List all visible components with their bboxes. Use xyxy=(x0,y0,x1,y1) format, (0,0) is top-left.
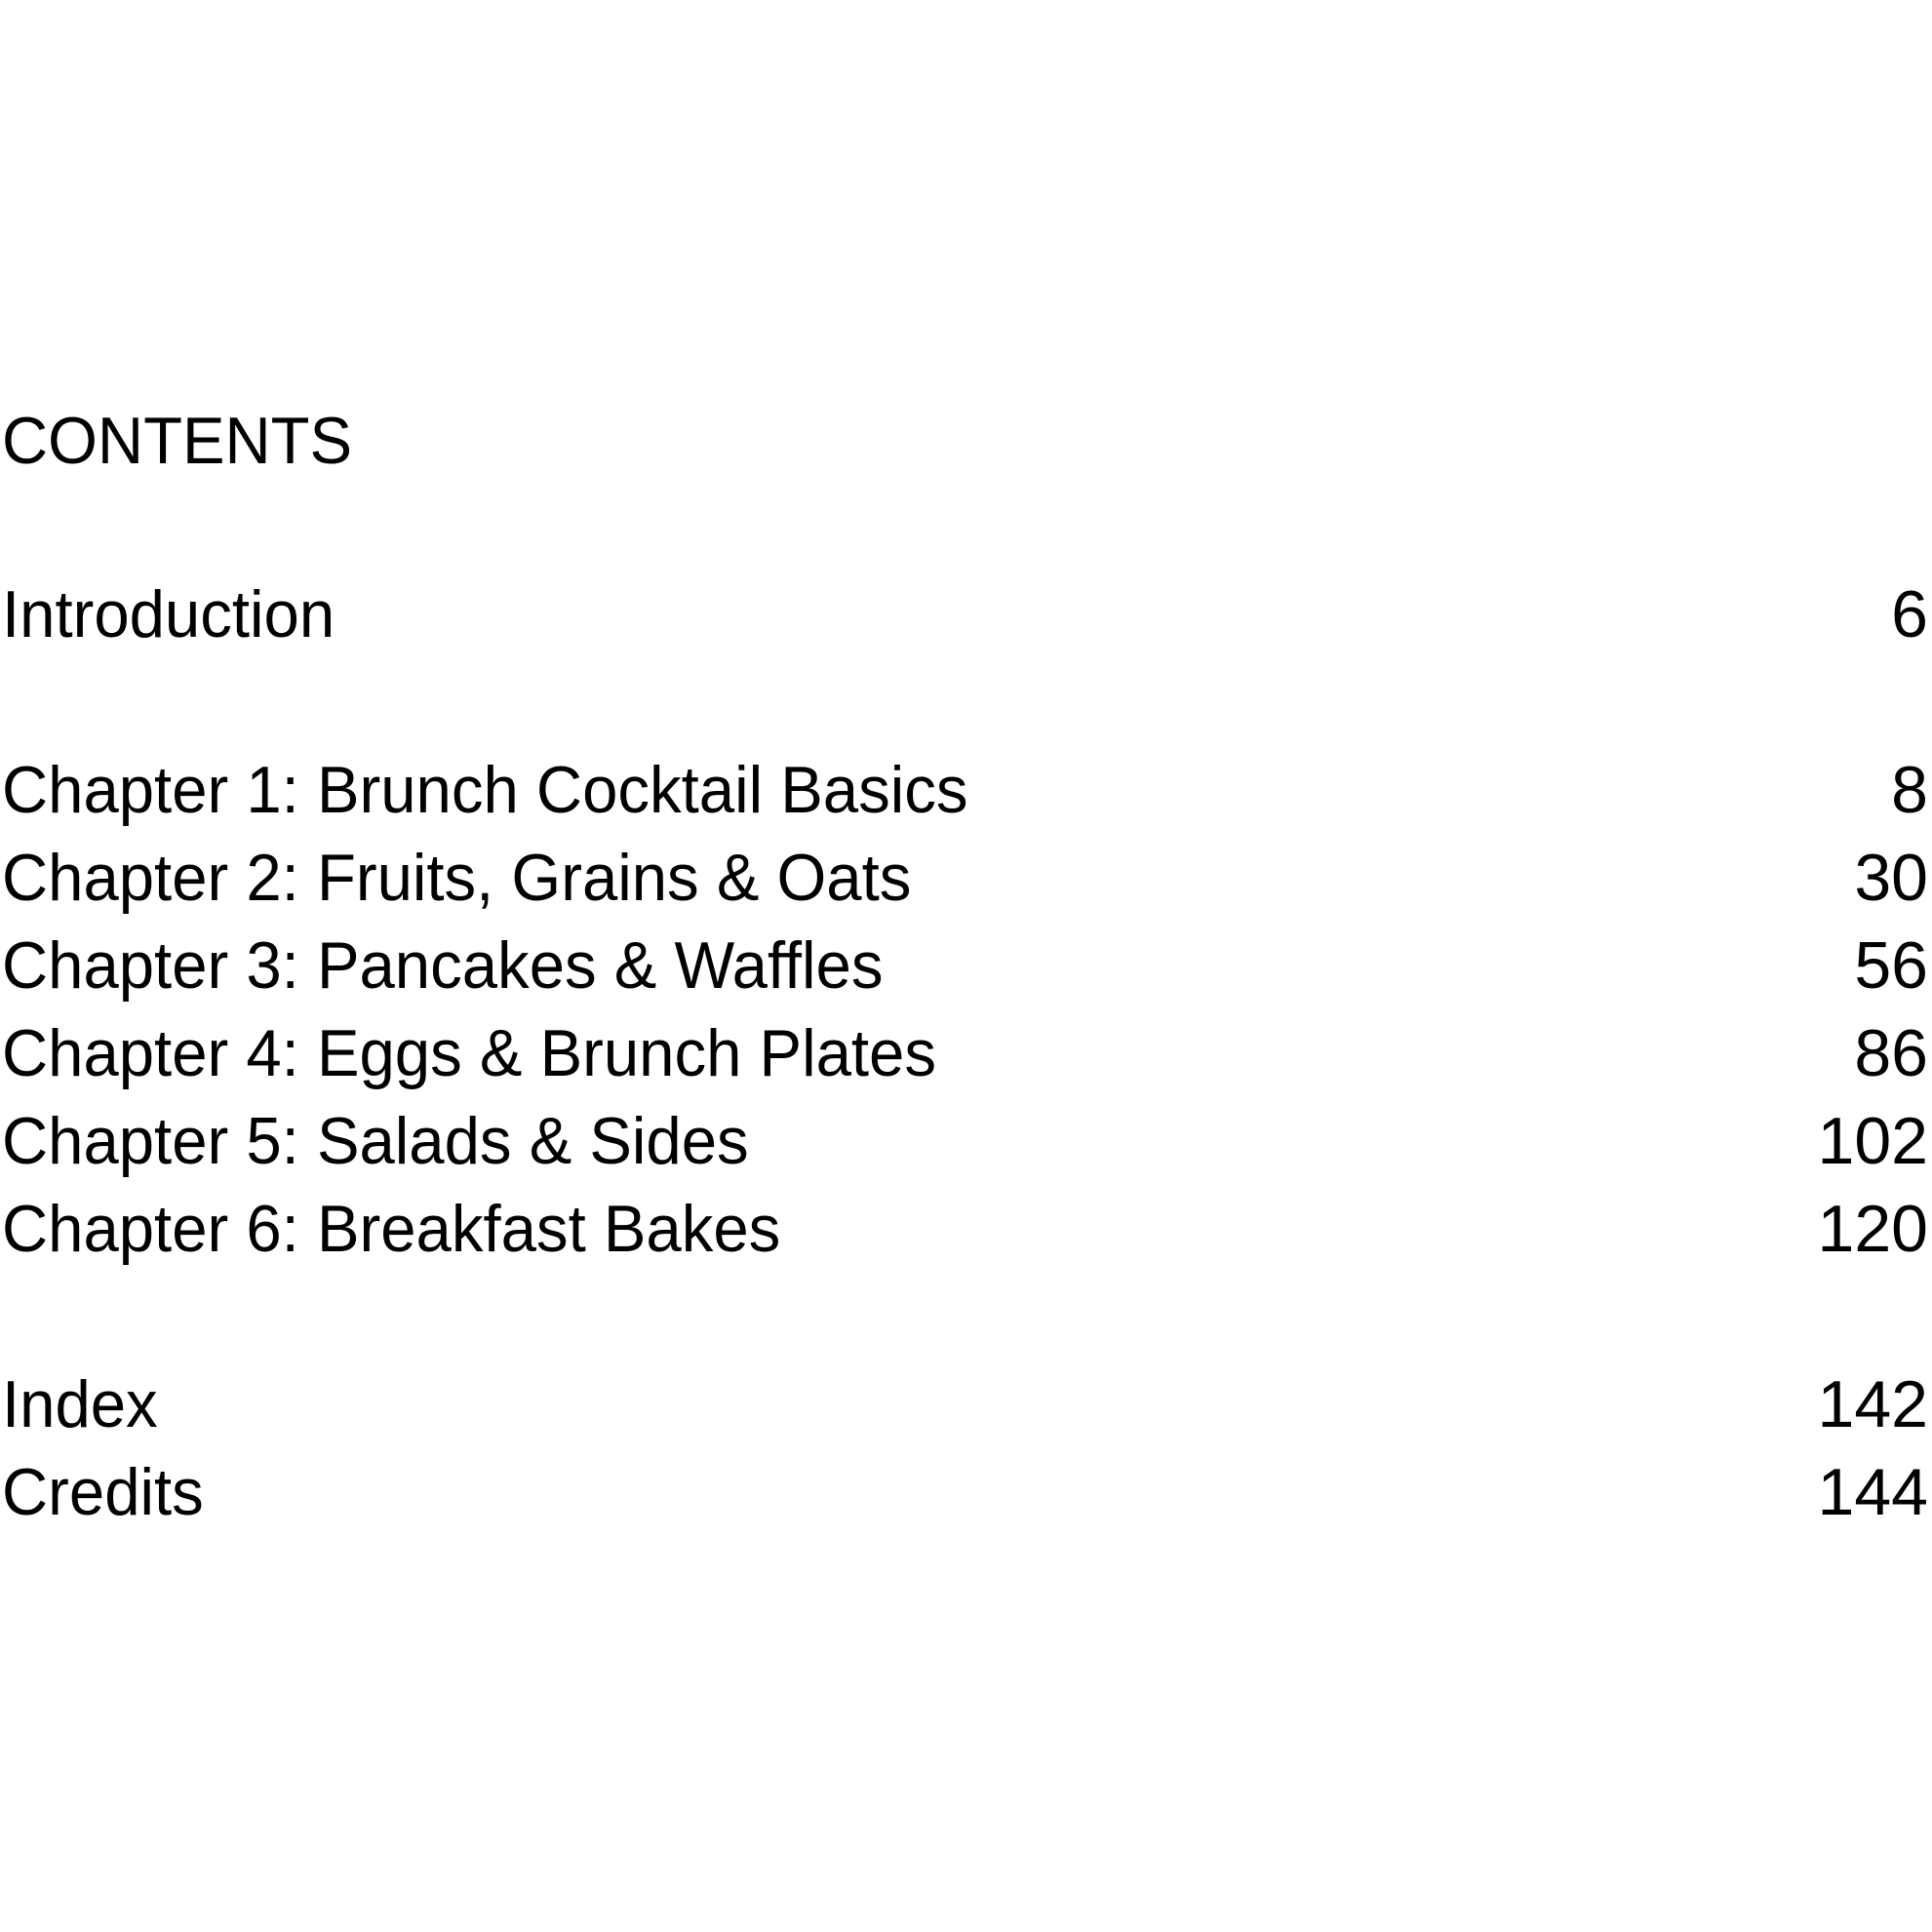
toc-entry-label: Chapter 3: Pancakes & Waffles xyxy=(2,928,884,1003)
toc-entry-label: Chapter 2: Fruits, Grains & Oats xyxy=(2,841,912,915)
toc-entry-label: Credits xyxy=(2,1455,204,1529)
toc-entry-introduction xyxy=(2,571,1928,658)
toc-entry-label: Chapter 4: Eggs & Brunch Plates xyxy=(2,1016,936,1090)
toc-entry-page: 142 xyxy=(1817,1367,1928,1441)
toc-entry-label: Chapter 6: Breakfast Bakes xyxy=(2,1192,781,1266)
toc-entry-label: Introduction xyxy=(2,577,335,651)
toc-entry-label: Index xyxy=(2,1367,158,1441)
toc-entry-label: Chapter 5: Salads & Sides xyxy=(2,1104,749,1178)
toc-entry-credits xyxy=(2,1448,1928,1536)
toc-entry-chapter-3 xyxy=(2,922,1928,1009)
contents-heading: CONTENTS xyxy=(2,404,353,478)
toc-entry-chapter-5 xyxy=(2,1097,1928,1185)
toc-entry-page: 120 xyxy=(1817,1192,1928,1266)
toc-entry-page: 6 xyxy=(1891,577,1928,651)
toc-entry-page: 102 xyxy=(1817,1104,1928,1178)
toc-entry-chapter-4 xyxy=(2,1009,1928,1097)
toc-entry-page: 86 xyxy=(1854,1016,1928,1090)
toc-entry-page: 56 xyxy=(1854,928,1928,1003)
toc-entry-label: Chapter 1: Brunch Cocktail Basics xyxy=(2,753,968,827)
toc-entry-page: 8 xyxy=(1891,753,1928,827)
toc-entry-chapter-2 xyxy=(2,834,1928,922)
toc-entry-chapter-1 xyxy=(2,746,1928,834)
toc-entry-index xyxy=(2,1360,1928,1448)
toc-entry-page: 144 xyxy=(1817,1455,1928,1529)
toc-entry-page: 30 xyxy=(1854,841,1928,915)
toc-entry-chapter-6 xyxy=(2,1185,1928,1273)
